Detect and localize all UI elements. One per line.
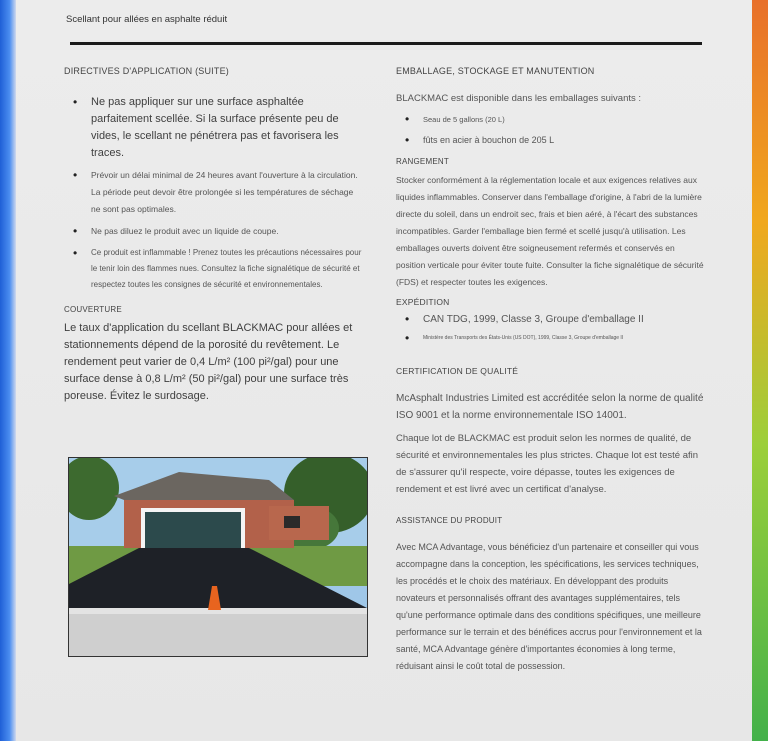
list-item: • Ne pas appliquer sur une surface asphaltée parfaitement scellée. Si la surface présente peu de vides, le scellant ne pénétrera pas et favorisera les traces. xyxy=(64,94,364,162)
left-window-edge xyxy=(0,0,16,741)
list-item: • Seau de 5 gallons (20 L) xyxy=(396,111,706,128)
list-item: • Ministère des Transports des États-Unis (US DOT), 1999, Classe 3, Groupe d'emballage II xyxy=(396,332,706,344)
emballage-intro: BLACKMAC est disponible dans les emballages suivants : xyxy=(396,93,642,104)
list-item: • Ce produit est inflammable ! Prenez toutes les précautions nécessaires pour le tenir loin des flammes nues. Consultez la fiche signalétique de sécurité et respectez toutes les consignes de sécurité et environnementales. xyxy=(64,245,364,293)
rangement-heading: RANGEMENT xyxy=(396,157,449,166)
certification-text-1: McAsphalt Industries Limited est accréditée selon la norme de qualité ISO 9001 et la norme environnementale ISO 14001. xyxy=(396,393,704,421)
list-item: • fûts en acier à bouchon de 205 L xyxy=(396,132,706,149)
couverture-heading: COUVERTURE xyxy=(64,305,122,314)
right-window-edge xyxy=(752,0,768,741)
expedition-heading: EXPÉDITION xyxy=(396,297,450,307)
certification-text-2: Chaque lot de BLACKMAC est produit selon les normes de qualité, de sécurité et environnementales les plus strictes. Chaque lot est testé afin de s'assurer qu'il respecte, voire dépasse, toutes les exigences de rendement et est livré avec un certificat d'analyse. xyxy=(396,433,699,495)
list-item: • CAN TDG, 1999, Classe 3, Groupe d'emballage II xyxy=(396,311,706,328)
emballage-heading: EMBALLAGE, STOCKAGE ET MANUTENTION xyxy=(396,66,595,76)
driveway-photo xyxy=(68,457,368,657)
running-head: Scellant pour allées en asphalte réduit xyxy=(66,14,228,25)
couverture-text: Le taux d'application du scellant BLACKMAC pour allées et stationnements dépend de la porosité du revêtement. Le rendement peut varier de 0,4 L/m² (100 pi²/gal) pour une surface dense à 0,8 L/m² (50 pi²/gal) pour une surface très poreuse. Évitez le surdosage. xyxy=(64,322,353,402)
certification-heading: CERTIFICATION DE QUALITÉ xyxy=(396,366,519,376)
expedition-list xyxy=(396,311,706,344)
assistance-heading: ASSISTANCE DU PRODUIT xyxy=(396,516,503,525)
rangement-text: Stocker conformément à la réglementation locale et aux exigences relatives aux liquides inflammables. Conserver dans l'emballage d'origine, à l'abri de la lumière directe du soleil, dans un endroit sec, frais et bien aéré, à l'écart des substances incompatibles. Garder l'emballage bien fermé et scellé jusqu'à utilisation. Les emballages ouverts doivent être soigneusement refermés et conservés en position verticale pour éviter toute fuite. Consulter la fiche signalétique de sécurité (FDS) et respecter toutes les exigences. xyxy=(396,175,704,287)
list-item: • Prévoir un délai minimal de 24 heures avant l'ouverture à la circulation. La période peut devoir être prolongée si les températures de séchage ne sont pas optimales. xyxy=(64,167,364,218)
directives-list xyxy=(64,94,364,293)
directives-heading: DIRECTIVES D'APPLICATION (SUITE) xyxy=(64,66,229,76)
list-item: • Ne pas diluez le produit avec un liquide de coupe. xyxy=(64,223,364,240)
document-page xyxy=(16,0,752,741)
assistance-text: Avec MCA Advantage, vous bénéficiez d'un partenaire et conseiller qui vous accompagne dans la conception, les spécifications, les services techniques, les procédés et le choix des matériaux. En développant des produits novateurs et personnalisés offrant des avantages supplémentaires, tels qu'une performance optimale dans des conditions spécifiques, une meilleure performance sur le terrain et des bénéfices accrus pour l'environnement et la santé, MCA Advantage génère d'importantes économies à long terme, réduisant ainsi le coût total de possession. xyxy=(396,542,702,671)
emballage-list xyxy=(396,111,706,149)
house-driveway-image xyxy=(69,458,367,656)
right-column xyxy=(396,66,706,675)
left-column xyxy=(64,66,364,405)
header-rule xyxy=(70,42,702,45)
